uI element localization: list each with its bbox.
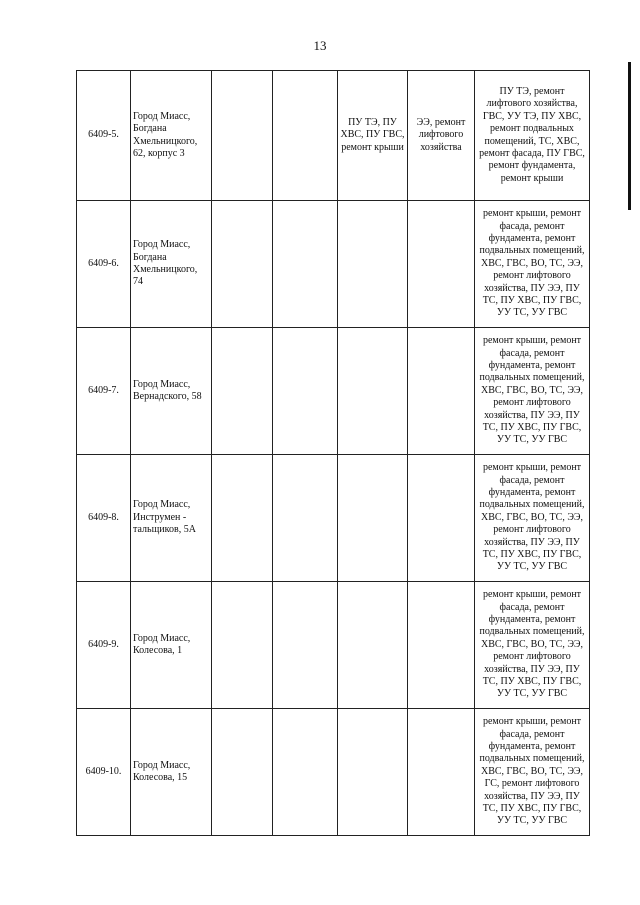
works-list-cell: ремонт крыши, ремонт фасада, ремонт фундамента, ремонт подвальных помещений, ХВС, ГВС, ВО, ТС, ЭЭ, ГС, ремонт лифтового хозяйства, ПУ ЭЭ, ПУ ТС, ПУ ХВС, ПУ ГВС, УУ ТС, УУ ГВС <box>475 709 590 836</box>
empty-cell <box>212 709 273 836</box>
empty-cell <box>273 582 338 709</box>
scan-edge-mark <box>628 62 631 210</box>
empty-cell <box>273 201 338 328</box>
row-number-cell: 6409-10. <box>77 709 131 836</box>
period-works-cell: ПУ ТЭ, ПУ ХВС, ПУ ГВС, ремонт крыши <box>338 71 408 201</box>
row-number-cell: 6409-5. <box>77 71 131 201</box>
table-row <box>77 709 590 836</box>
empty-cell <box>273 455 338 582</box>
row-number-cell: 6409-8. <box>77 455 131 582</box>
period-works-cell <box>338 582 408 709</box>
period-works-cell <box>338 201 408 328</box>
empty-cell <box>212 71 273 201</box>
address-cell: Город Миасс, Вернадского, 58 <box>131 328 212 455</box>
program-table <box>76 70 590 836</box>
row-number-cell: 6409-6. <box>77 201 131 328</box>
empty-cell <box>212 582 273 709</box>
empty-cell <box>212 328 273 455</box>
period-works-cell <box>408 582 475 709</box>
address-cell: Город Миасс, Богдана Хмельницкого, 74 <box>131 201 212 328</box>
address-cell: Город Миасс, Колесова, 15 <box>131 709 212 836</box>
row-number-cell: 6409-9. <box>77 582 131 709</box>
period-works-cell <box>408 328 475 455</box>
table-row <box>77 455 590 582</box>
page-number: 13 <box>313 38 327 53</box>
address-cell: Город Миасс, Богдана Хмельницкого, 62, корпус 3 <box>131 71 212 201</box>
period-works-cell <box>408 201 475 328</box>
address-cell: Город Миасс, Колесова, 1 <box>131 582 212 709</box>
empty-cell <box>273 71 338 201</box>
empty-cell <box>212 201 273 328</box>
empty-cell <box>273 709 338 836</box>
period-works-cell <box>408 455 475 582</box>
works-list-cell: ремонт крыши, ремонт фасада, ремонт фундамента, ремонт подвальных помещений, ХВС, ГВС, ВО, ТС, ЭЭ, ремонт лифтового хозяйства, ПУ ЭЭ, ПУ ТС, ПУ ХВС, ПУ ГВС, УУ ТС, УУ ГВС <box>475 582 590 709</box>
works-list-cell: ПУ ТЭ, ремонт лифтового хозяйства, ГВС, УУ ТЭ, ПУ ХВС, ремонт подвальных помещений, ТС, ХВС, ремонт фасада, ПУ ГВС, ремонт фундамента, ремонт крыши <box>475 71 590 201</box>
address-cell: Город Миасс, Инструмен - тальщиков, 5А <box>131 455 212 582</box>
table-row <box>77 201 590 328</box>
row-number-cell: 6409-7. <box>77 328 131 455</box>
works-list-cell: ремонт крыши, ремонт фасада, ремонт фундамента, ремонт подвальных помещений, ХВС, ГВС, ВО, ТС, ЭЭ, ремонт лифтового хозяйства, ПУ ЭЭ, ПУ ТС, ПУ ХВС, ПУ ГВС, УУ ТС, УУ ГВС <box>475 328 590 455</box>
works-list-cell: ремонт крыши, ремонт фасада, ремонт фундамента, ремонт подвальных помещений, ХВС, ГВС, ВО, ТС, ЭЭ, ремонт лифтового хозяйства, ПУ ЭЭ, ПУ ТС, ПУ ХВС, ПУ ГВС, УУ ТС, УУ ГВС <box>475 201 590 328</box>
empty-cell <box>212 455 273 582</box>
period-works-cell <box>338 328 408 455</box>
period-works-cell: ЭЭ, ремонт лифтового хозяйства <box>408 71 475 201</box>
table-row <box>77 328 590 455</box>
empty-cell <box>273 328 338 455</box>
period-works-cell <box>338 709 408 836</box>
works-list-cell: ремонт крыши, ремонт фасада, ремонт фундамента, ремонт подвальных помещений, ХВС, ГВС, ВО, ТС, ЭЭ, ремонт лифтового хозяйства, ПУ ЭЭ, ПУ ТС, ПУ ХВС, ПУ ГВС, УУ ТС, УУ ГВС <box>475 455 590 582</box>
period-works-cell <box>408 709 475 836</box>
table-row <box>77 582 590 709</box>
table-row <box>77 71 590 201</box>
period-works-cell <box>338 455 408 582</box>
